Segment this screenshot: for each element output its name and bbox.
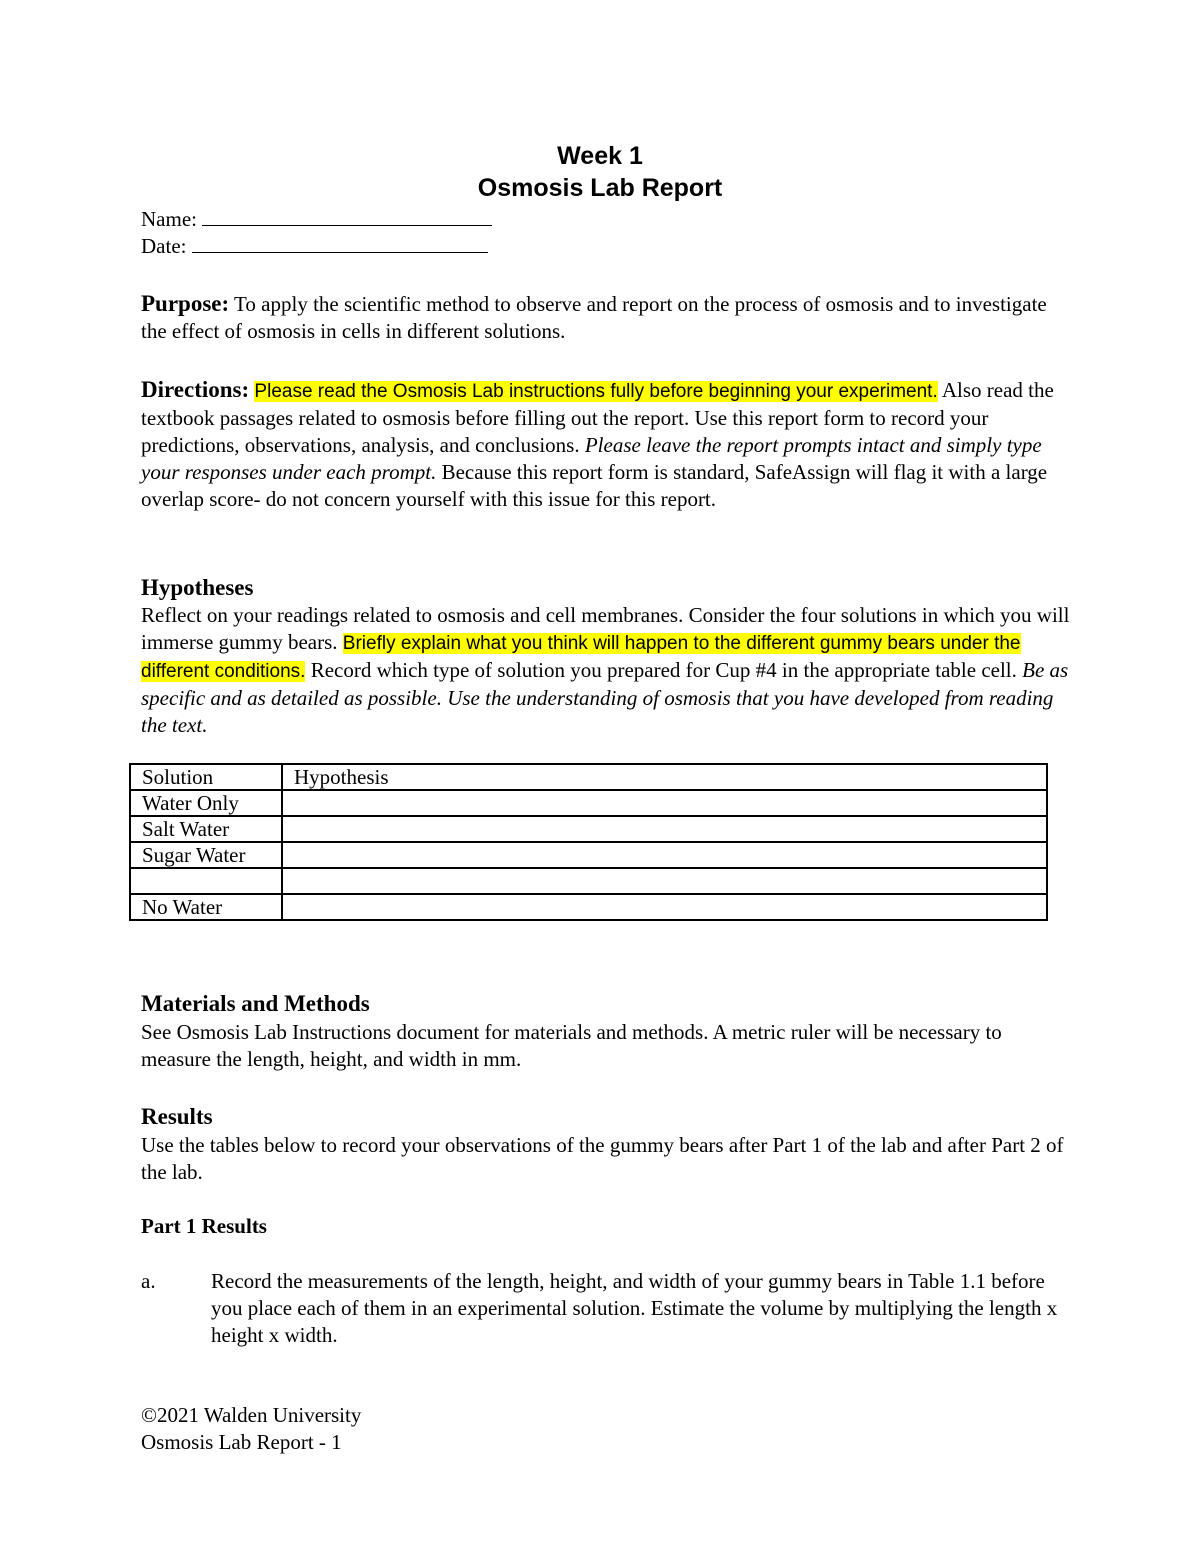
hypotheses-heading-text: Hypotheses	[141, 575, 254, 600]
table-header-hypothesis: Hypothesis	[282, 764, 1047, 790]
table-row	[130, 790, 1047, 816]
table-row	[130, 894, 1047, 920]
materials-body: See Osmosis Lab Instructions document for materials and methods. A metric ruler will be necessary to measure the length, height, and width in mm.	[141, 1020, 1002, 1071]
date-label: Date:	[141, 234, 187, 258]
table-cell-hypothesis[interactable]	[282, 868, 1047, 894]
table-row	[130, 868, 1047, 894]
purpose-text: To apply the scientific method to observe and report on the process of osmosis and to investigate the effect of osmosis in cells in different solutions.	[141, 292, 1047, 343]
table-cell-hypothesis[interactable]	[282, 816, 1047, 842]
purpose-label: Purpose:	[141, 291, 230, 316]
directions-label: Directions:	[141, 377, 250, 402]
hypothesis-table	[129, 763, 1048, 921]
list-marker: a.	[141, 1269, 156, 1293]
materials-heading	[141, 990, 1071, 1018]
table-cell-solution: Water Only	[130, 790, 282, 816]
table-cell-hypothesis[interactable]	[282, 842, 1047, 868]
table-row	[130, 816, 1047, 842]
name-blank[interactable]	[202, 207, 492, 226]
table-cell-hypothesis[interactable]	[282, 790, 1047, 816]
results-heading-text: Results	[141, 1104, 213, 1129]
doc-week-title: Week 1	[557, 142, 643, 170]
footer-copyright: ©2021 Walden University	[141, 1403, 362, 1427]
purpose-section	[141, 290, 1071, 345]
table-row	[130, 842, 1047, 868]
table-header-solution: Solution	[130, 764, 282, 790]
date-field[interactable]	[141, 233, 488, 260]
directions-section	[141, 376, 1071, 513]
table-cell-solution: Salt Water	[130, 816, 282, 842]
table-cell-solution[interactable]	[130, 868, 282, 894]
hypotheses-body	[141, 602, 1071, 739]
directions-text-2: Because this report form is standard, SafeAssign will flag it with a large overlap score- do not concern yourself with this issue for this report.	[141, 460, 1048, 511]
hypotheses-heading	[141, 574, 1071, 602]
part1-heading: Part 1 Results	[141, 1214, 267, 1238]
hypotheses-italic: Be as specific and as detailed as possible. Use the understanding of osmosis that you have developed from reading the text.	[141, 658, 1069, 737]
results-body: Use the tables below to record your observations of the gummy bears after Part 1 of the lab and after Part 2 of the lab.	[141, 1133, 1064, 1184]
table-cell-hypothesis[interactable]	[282, 894, 1047, 920]
table-header-row	[130, 764, 1047, 790]
date-blank[interactable]	[192, 234, 488, 253]
hypotheses-text-1: Reflect on your readings related to osmosis and cell membranes. Consider the four solutions in which you will immerse gummy bears.	[141, 603, 1070, 654]
table-cell-solution: No Water	[130, 894, 282, 920]
hypotheses-highlight: Briefly explain what you think will happen to the different gummy bears under the different conditions.	[141, 633, 1021, 682]
footer-page-label: Osmosis Lab Report - 1	[141, 1430, 342, 1454]
hypotheses-text-2: Record which type of solution you prepared for Cup #4 in the appropriate table cell.	[310, 658, 1017, 682]
name-label: Name:	[141, 207, 197, 231]
directions-italic: Please leave the report prompts intact and simply type your responses under each prompt.	[141, 433, 1042, 484]
doc-main-title: Osmosis Lab Report	[477, 174, 723, 202]
results-heading	[141, 1103, 1071, 1131]
directions-text-1: Also read the textbook passages related to osmosis before filling out the report. Use this report form to record your predictions, observations, analysis, and conclusions.	[141, 378, 1054, 457]
table-cell-solution: Sugar Water	[130, 842, 282, 868]
name-field[interactable]	[141, 206, 492, 233]
list-item-text: Record the measurements of the length, height, and width of your gummy bears in Table 1.1 before you place each of them in an experimental solution. Estimate the volume by multiplying the length x height x width.	[211, 1269, 1058, 1347]
materials-heading-text: Materials and Methods	[141, 991, 370, 1016]
directions-highlight: Please read the Osmosis Lab instructions fully before beginning your experiment.	[254, 381, 938, 402]
